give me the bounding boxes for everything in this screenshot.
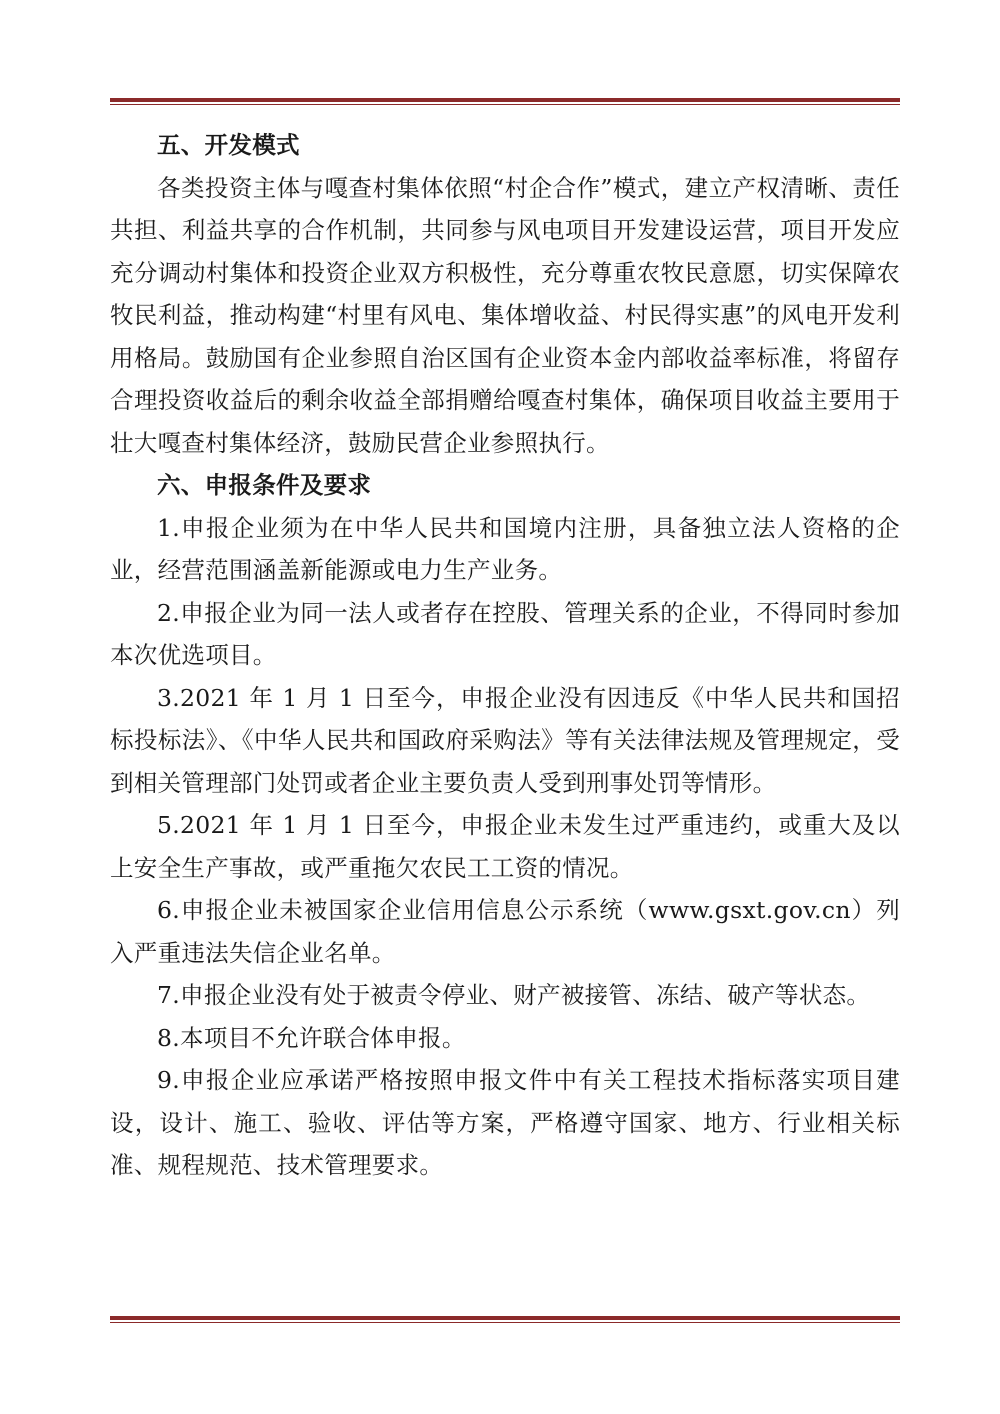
footer-rule-thick [110,1316,900,1320]
requirement-item-1: 1.申报企业须为在中华人民共和国境内注册，具备独立法人资格的企业，经营范围涵盖新能源或电力生产业务。 [110,513,900,584]
header-rule-thick [110,98,900,102]
requirement-item-3: 3.2021 年 1 月 1 日至今，申报企业没有因违反《中华人民共和国招标投标法》、《中华人民共和国政府采购法》等有关法律法规及管理规定，受到相关管理部门处罚或者企业主要负责人受到刑事处罚等情形。 [110,683,900,797]
requirement-item-7: 7.申报企业没有处于被责令停业、财产被接管、冻结、破产等状态。 [157,981,871,1009]
section5-body: 各类投资主体与嘎查村集体依照“村企合作”模式，建立产权清晰、责任共担、利益共享的合作机制，共同参与风电项目开发建设运营，项目开发应充分调动村集体和投资企业双方积极性，充分尊重农牧民意愿，切实保障农牧民利益，推动构建“村里有风电、集体增收益、村民得实惠”的风电开发利用格局。鼓励国有企业参照自治区国有企业资本金内部收益率标准，将留存合理投资收益后的剩余收益全部捐赠给嘎查村集体，确保项目收益主要用于壮大嘎查村集体经济，鼓励民营企业参照执行。 [110,173,900,457]
requirement-item-2: 2.申报企业为同一法人或者存在控股、管理关系的企业，不得同时参加本次优选项目。 [110,598,900,669]
requirement-item-6: 6.申报企业未被国家企业信用信息公示系统（www.gsxt.gov.cn）列入严重违法失信企业名单。 [110,896,900,967]
section5-heading: 五、开发模式 [157,131,300,159]
document-body [110,124,900,1187]
requirement-item-9: 9.申报企业应承诺严格按照申报文件中有关工程技术指标落实项目建设，设计、施工、验收、评估等方案，严格遵守国家、地方、行业相关标准、规程规范、技术管理要求。 [110,1066,900,1179]
header-rule [110,98,900,105]
requirement-item-8: 8.本项目不允许联合体申报。 [157,1023,466,1052]
footer-rule [110,1316,900,1323]
footer-rule-thin [110,1322,900,1323]
header-rule-thin [110,104,900,105]
requirement-item-5: 5.2021 年 1 月 1 日至今，申报企业未发生过严重违约，或重大及以上安全生产事故，或严重拖欠农民工工资的情况。 [110,811,900,882]
section6-heading: 六、申报条件及要求 [157,471,372,499]
